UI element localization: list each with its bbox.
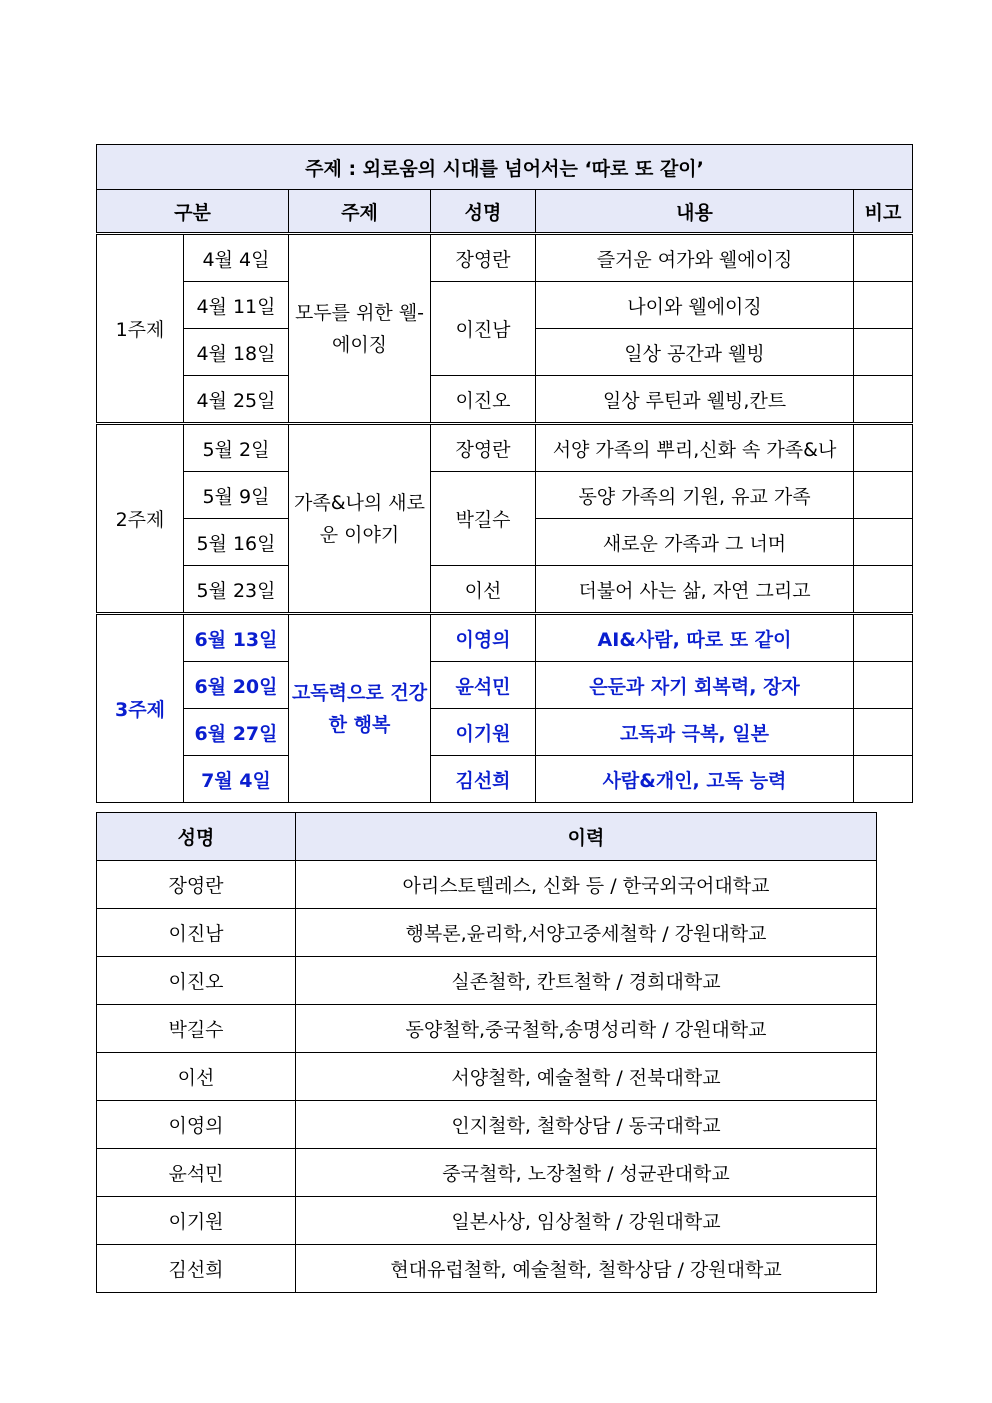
bio-history: 실존철학, 칸트철학 / 경희대학교 — [296, 957, 877, 1005]
header-note: 비고 — [854, 190, 913, 234]
header-content: 내용 — [536, 190, 854, 234]
bio-name: 장영란 — [97, 861, 296, 909]
bio-history: 행복론,윤리학,서양고중세철학 / 강원대학교 — [296, 909, 877, 957]
lecturer-name: 윤석민 — [431, 662, 536, 709]
table-row — [97, 1053, 877, 1101]
session-date: 4월 25일 — [184, 376, 289, 424]
bio-history: 일본사상, 임상철학 / 강원대학교 — [296, 1197, 877, 1245]
header-section: 구분 — [97, 190, 289, 234]
table-row — [97, 909, 877, 957]
week-3-section — [97, 614, 913, 803]
lecturer-name: 박길수 — [431, 472, 536, 566]
session-note — [854, 234, 913, 282]
bio-name: 이영의 — [97, 1101, 296, 1149]
session-note — [854, 756, 913, 803]
table-row — [97, 282, 913, 329]
week-topic: 모두를 위한 웰-에이징 — [289, 234, 431, 424]
session-content: AI&사람, 따로 또 같이 — [536, 614, 854, 662]
bio-history: 현대유럽철학, 예술철학, 철학상담 / 강원대학교 — [296, 1245, 877, 1293]
table-row — [97, 234, 913, 282]
session-content: 동양 가족의 기원, 유교 가족 — [536, 472, 854, 519]
bio-header-history: 이력 — [296, 813, 877, 861]
session-note — [854, 424, 913, 472]
session-note — [854, 614, 913, 662]
session-content: 서양 가족의 뿌리,신화 속 가족&나 — [536, 424, 854, 472]
session-content: 고독과 극복, 일본 — [536, 709, 854, 756]
bio-name: 이진오 — [97, 957, 296, 1005]
table-row — [97, 1149, 877, 1197]
bio-name: 이선 — [97, 1053, 296, 1101]
table-row — [97, 861, 877, 909]
bio-history: 인지철학, 철학상담 / 동국대학교 — [296, 1101, 877, 1149]
session-date: 5월 9일 — [184, 472, 289, 519]
session-note — [854, 282, 913, 329]
session-content: 은둔과 자기 회복력, 장자 — [536, 662, 854, 709]
table-row — [97, 709, 913, 756]
bio-header-name: 성명 — [97, 813, 296, 861]
table-row — [97, 376, 913, 424]
session-note — [854, 662, 913, 709]
week-label: 1주제 — [97, 234, 184, 424]
lecturer-name: 이영의 — [431, 614, 536, 662]
table-row — [97, 662, 913, 709]
session-note — [854, 709, 913, 756]
bio-history: 서양철학, 예술철학 / 전북대학교 — [296, 1053, 877, 1101]
session-date: 6월 13일 — [184, 614, 289, 662]
session-note — [854, 329, 913, 376]
week-topic: 고독력으로 건강한 행복 — [289, 614, 431, 803]
lecturer-bio-table — [96, 812, 877, 1293]
lecturer-name: 이선 — [431, 566, 536, 614]
week-1-section — [97, 234, 913, 424]
lecturer-name: 이기원 — [431, 709, 536, 756]
session-note — [854, 519, 913, 566]
bio-name: 이기원 — [97, 1197, 296, 1245]
week-topic: 가족&나의 새로운 이야기 — [289, 424, 431, 614]
table-row — [97, 1197, 877, 1245]
bio-name: 윤석민 — [97, 1149, 296, 1197]
bio-history: 아리스토텔레스, 신화 등 / 한국외국어대학교 — [296, 861, 877, 909]
session-note — [854, 566, 913, 614]
lecturer-name: 장영란 — [431, 234, 536, 282]
table-row — [97, 1005, 877, 1053]
session-note — [854, 472, 913, 519]
week-label: 3주제 — [97, 614, 184, 803]
session-content: 나이와 웰에이징 — [536, 282, 854, 329]
session-content: 일상 공간과 웰빙 — [536, 329, 854, 376]
bio-name: 김선희 — [97, 1245, 296, 1293]
session-date: 4월 4일 — [184, 234, 289, 282]
session-date: 7월 4일 — [184, 756, 289, 803]
table-row — [97, 566, 913, 614]
session-date: 6월 20일 — [184, 662, 289, 709]
session-content: 새로운 가족과 그 너머 — [536, 519, 854, 566]
bio-name: 박길수 — [97, 1005, 296, 1053]
week-2-section — [97, 424, 913, 614]
week-label: 2주제 — [97, 424, 184, 614]
bio-history: 중국철학, 노장철학 / 성균관대학교 — [296, 1149, 877, 1197]
session-date: 4월 18일 — [184, 329, 289, 376]
lecturer-name: 이진남 — [431, 282, 536, 376]
schedule-table — [96, 144, 913, 803]
lecturer-name: 김선희 — [431, 756, 536, 803]
session-date: 5월 16일 — [184, 519, 289, 566]
session-content: 즐거운 여가와 웰에이징 — [536, 234, 854, 282]
lecturer-name: 장영란 — [431, 424, 536, 472]
session-date: 5월 2일 — [184, 424, 289, 472]
header-name: 성명 — [431, 190, 536, 234]
bio-name: 이진남 — [97, 909, 296, 957]
session-content: 사람&개인, 고독 능력 — [536, 756, 854, 803]
table-row — [97, 614, 913, 662]
schedule-title: 주제 : 외로움의 시대를 넘어서는 ‘따로 또 같이’ — [97, 145, 913, 190]
table-row — [97, 756, 913, 803]
bio-history: 동양철학,중국철학,송명성리학 / 강원대학교 — [296, 1005, 877, 1053]
session-content: 일상 루틴과 웰빙,칸트 — [536, 376, 854, 424]
table-row — [97, 1245, 877, 1293]
lecturer-name: 이진오 — [431, 376, 536, 424]
session-date: 4월 11일 — [184, 282, 289, 329]
session-content: 더불어 사는 삶, 자연 그리고 — [536, 566, 854, 614]
session-note — [854, 376, 913, 424]
session-date: 5월 23일 — [184, 566, 289, 614]
table-row — [97, 424, 913, 472]
table-row — [97, 1101, 877, 1149]
table-row — [97, 957, 877, 1005]
table-row — [97, 472, 913, 519]
session-date: 6월 27일 — [184, 709, 289, 756]
header-topic: 주제 — [289, 190, 431, 234]
